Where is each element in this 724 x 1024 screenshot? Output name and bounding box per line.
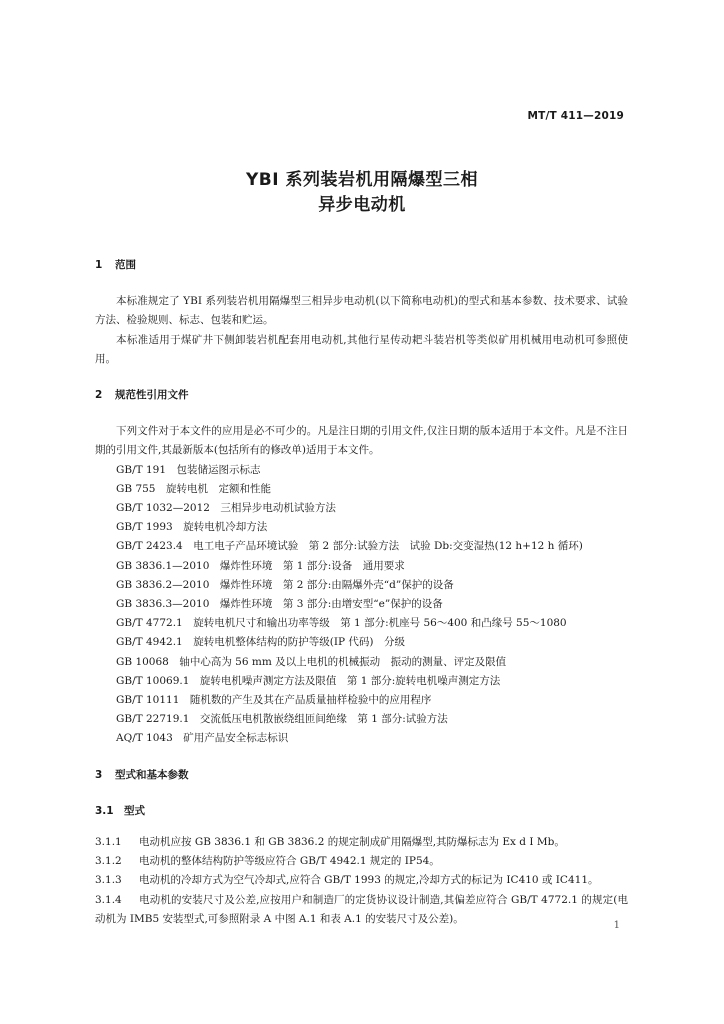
reference-item: GB 755 旋转电机 定额和性能 [116, 482, 271, 495]
clause-3-1-4 [95, 891, 628, 929]
section-number: 3 [95, 768, 103, 781]
section-title: 规范性引用文件 [115, 389, 189, 402]
reference-item: AQ/T 1043 矿用产品安全标志标识 [116, 732, 289, 745]
clause-text: 电动机的整体结构防护等级应符合 GB/T 4942.1 规定的 IP54。 [139, 855, 440, 868]
section-title: 范围 [115, 259, 136, 271]
clause-number: 3.1.3 [95, 874, 122, 887]
title-line-2: 异步电动机 [318, 195, 406, 215]
section-title: 型式和基本参数 [115, 768, 189, 781]
reference-item: GB/T 4772.1 旋转电机尺寸和输出功率等级 第 1 部分:机座号 56～400 和凸缘号 55～1080 [116, 617, 567, 630]
section-3-heading [95, 766, 628, 785]
subsection-title: 型式 [124, 804, 145, 817]
reference-item: GB/T 191 包装储运图示标志 [116, 463, 261, 476]
reference-item: GB/T 22719.1 交流低压电机散嵌绕组匝间绝缘 第 1 部分:试验方法 [116, 713, 448, 726]
spacer [95, 369, 628, 386]
clause-3-1-1 [95, 833, 628, 852]
document-title [0, 168, 724, 218]
section-2-intro: 下列文件对于本文件的应用是必不可少的。凡是注日期的引用文件,仅注日期的版本适用于本文件。凡是不注日期的引用文件,其最新版本(包括所有的修改单)适用于本文件。 [95, 425, 628, 457]
standard-code: MT/T 411—2019 [527, 110, 624, 122]
clause-3-1-3 [95, 871, 628, 890]
clause-number: 3.1.1 [95, 836, 122, 849]
reference-item: GB/T 1993 旋转电机冷却方法 [116, 521, 268, 534]
clause-number: 3.1.2 [95, 855, 122, 868]
section-number: 2 [95, 389, 103, 402]
reference-item: GB/T 10111 随机数的产生及其在产品质量抽样检验中的应用程序 [116, 694, 432, 707]
clause-text: 电动机的安装尺寸及公差,应按用户和制造厂的定货协议设计制造,其偏差应符合 GB/T 4772.1 的规定(电动机为 IMB5 安装型式,可参照附录 A 中图 A.1 和表 A.1 的安装尺寸及公差)。 [95, 893, 628, 925]
section-2-heading [95, 386, 628, 405]
reference-item: GB/T 2423.4 电工电子产品环境试验 第 2 部分:试验方法 试验 Db:交变湿热(12 h+12 h 循环) [116, 540, 583, 553]
section-number: 1 [95, 259, 103, 271]
page-number: 1 [613, 920, 620, 931]
reference-item: GB/T 4942.1 旋转电机整体结构的防护等级(IP 代码) 分级 [116, 636, 405, 649]
title-line-1: YBI 系列装岩机用隔爆型三相 [245, 170, 478, 190]
subsection-3-1-heading [95, 802, 628, 821]
clause-text: 电动机应按 GB 3836.1 和 GB 3836.2 的规定制成矿用隔爆型,其防爆标志为 Ex d Ⅰ Mb。 [139, 836, 565, 849]
document-body [95, 256, 628, 929]
section-1-paragraph-1: 本标准规定了 YBI 系列装岩机用隔爆型三相异步电动机(以下简称电动机)的型式和基本参数、技术要求、试验方法、检验规则、标志、包装和贮运。 [95, 295, 628, 327]
section-1-paragraph-2: 本标准适用于煤矿井下侧卸装岩机配套用电动机,其他行星传动耙斗装岩机等类似矿用机械用电动机可参照使用。 [95, 333, 628, 365]
spacer [95, 749, 628, 766]
reference-item: GB 3836.3—2010 爆炸性环境 第 3 部分:由增安型“e”保护的设备 [116, 598, 443, 611]
reference-item: GB 3836.1—2010 爆炸性环境 第 1 部分:设备 通用要求 [116, 559, 405, 572]
reference-item: GB/T 1032—2012 三相异步电动机试验方法 [116, 502, 336, 515]
reference-item: GB 3836.2—2010 爆炸性环境 第 2 部分:由隔爆外壳“d”保护的设备 [116, 578, 454, 591]
reference-list [95, 461, 628, 749]
reference-item: GB 10068 轴中心高为 56 mm 及以上电机的机械振动 振动的测量、评定及限值 [116, 655, 507, 668]
clause-text: 电动机的冷却方式为空气冷却式,应符合 GB/T 1993 的规定,冷却方式的标记为 IC410 或 IC411。 [139, 874, 599, 887]
clause-3-1-2 [95, 852, 628, 871]
clause-number: 3.1.4 [95, 893, 122, 906]
section-1-heading [95, 256, 628, 275]
subsection-number: 3.1 [95, 804, 114, 817]
reference-item: GB/T 10069.1 旋转电机噪声测定方法及限值 第 1 部分:旋转电机噪声测定方法 [116, 674, 501, 687]
